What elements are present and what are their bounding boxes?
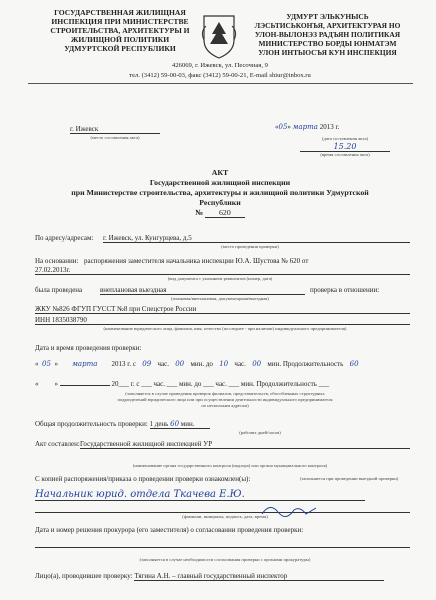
act-number <box>180 208 260 218</box>
act-time-caption: (время составления акта) <box>320 152 370 157</box>
datetime-caption-1: (заполняется в случае проведения проверок филиалов, представительств, обособленных структурных <box>125 391 325 396</box>
row2-duration-label: Продолжительность <box>256 380 317 388</box>
inspector-value: Тягина А.Н. – главный государственный инспектор <box>134 572 384 581</box>
prosecutor-line <box>35 547 410 548</box>
conducted-caption: (плановая/внеплановая, документарная/выездная) <box>171 296 269 301</box>
basis-value: распоряжения заместителя начальника инспекции Ю.А. Шустова № 620 от <box>84 257 309 265</box>
row1-month: марта <box>72 360 98 368</box>
row2-to-word: до <box>194 380 202 388</box>
act-number-label: № <box>195 208 203 217</box>
title-line-3: Республики <box>199 198 241 207</box>
datetime-label: Дата и время проведения проверки: <box>35 344 142 352</box>
agency-line: ЛЭСЬТИСЬКОНЪЯ, АРХИТЕКТУРАЯ НО <box>254 21 401 30</box>
act-time: 15.20 <box>300 142 390 152</box>
compiled-value: Государственной жилищной инспекцией УР <box>80 440 410 449</box>
place-city: г. Ижевск <box>70 125 160 134</box>
agency-name-ru <box>40 8 200 53</box>
row1-year: 13 <box>118 360 126 368</box>
signature-icon <box>260 500 320 520</box>
total-value-min: 60 <box>170 420 180 428</box>
act-date-year: 13 <box>326 123 334 131</box>
row2-year-suffix: г. <box>130 380 135 388</box>
act-date-year-prefix: 20 <box>319 123 327 131</box>
row1-hour-to: 10 <box>219 360 229 368</box>
agency-line: ГОСУДАРСТВЕННАЯ ЖИЛИЩНАЯ <box>54 8 186 17</box>
prosecutor-caption: (заполняется в случае необходимости согласования проверки с органами прокуратуры) <box>139 557 311 562</box>
datetime-row-2: « » 20___ г. с ___ час. ___ мин. до ___ час. ___ мин. Продолжительность ___ <box>35 380 330 388</box>
agency-line: ИНСПЕКЦИЯ ПРИ МИНИСТЕРСТВЕ <box>51 17 189 26</box>
acquainted-label-caption: (заполняется при проведении выездной проверки) <box>300 476 399 481</box>
row1-year-suffix: г. <box>127 360 132 368</box>
agency-line: УЛОН ИНТЫОСЪЯ КУН ИНСПЕКЦИЯ <box>258 48 397 57</box>
address-label: По адресу/адресам: <box>35 234 94 242</box>
basis-label: На основании: <box>35 257 79 265</box>
coat-of-arms-icon <box>198 12 240 60</box>
row1-min-word-2: мин. <box>267 360 282 368</box>
total-duration <box>35 420 210 429</box>
row2-hour-word-2: час. <box>215 380 227 388</box>
acquainted-label: С копией распоряжения/приказа о проведении проверки ознакомлен(ы): <box>35 475 251 483</box>
row1-min-word: мин. <box>190 360 205 368</box>
conducted-label: была проведена <box>35 286 83 294</box>
conducted-value: внеплановая выездная <box>100 286 305 295</box>
agency-line: ЖИЛИЩНОЙ ПОЛИТИКИ <box>70 35 170 44</box>
entity-name: ЖКУ №826 ФГУП ГУССТ №8 при Спецстрое России <box>35 305 410 314</box>
row2-year-prefix: 20 <box>111 380 119 388</box>
agency-address: 426069, г. Ижевск, ул. Песочная, 9 <box>172 62 268 69</box>
act-number-value: 620 <box>205 208 245 218</box>
title-line-2: при Министерстве строительства, архитектуры и жилищной политики Удмуртской <box>71 188 369 197</box>
row1-duration-label: Продолжительность <box>282 360 344 368</box>
row1-hour-from: 09 <box>142 360 152 368</box>
row2-from-word: с <box>136 380 140 388</box>
datetime-row-1: « 05 » марта 2013 г. с 09 час. 00 мин. до 10 час. 00 мин. Продолжительность 60 <box>35 360 420 368</box>
act-date-suffix: г. <box>335 123 340 131</box>
acquainted-line <box>35 512 410 513</box>
total-min-word: мин. <box>180 420 195 428</box>
entity-caption: (наименование юридического лица, фамилия, имя, отчество (последнее - при наличии) индивидуального предпринимателя) <box>103 326 347 331</box>
address-caption: (место проведения проверки) <box>221 244 279 249</box>
act-date-month: марта <box>292 123 318 131</box>
row2-hour-word: час. <box>153 380 165 388</box>
row2-month <box>60 385 110 386</box>
agency-name-udm <box>245 12 410 57</box>
total-value-day: 1 день <box>149 420 169 428</box>
row1-year-prefix: 20 <box>111 360 119 368</box>
conducted-tail: проверка в отношении: <box>310 286 380 294</box>
title-line-1: Государственной жилищной инспекции <box>149 178 291 187</box>
compiled-label: Акт составлен: <box>35 440 80 448</box>
row1-duration: 60 <box>349 360 359 368</box>
row1-min-to: 00 <box>252 360 262 368</box>
datetime-caption-2: подразделений юридического лица или при осуществлении деятельности индивидуального предпринимателя <box>117 397 333 402</box>
agency-contacts: тел. (3412) 59-00-03, факс (3412) 59-00-21, E-mail shiur@inbox.ru <box>129 72 311 79</box>
row1-day: 05 <box>42 360 51 368</box>
row2-min-word: мин. <box>178 380 193 388</box>
basis-date: 27.02.2013г. <box>35 266 410 275</box>
entity-inn: ИНН 1835038790 <box>35 316 410 325</box>
agency-line: СТРОИТЕЛЬСТВА, АРХИТЕКТУРЫ И <box>50 26 190 35</box>
row1-hour-word-2: час. <box>234 360 246 368</box>
agency-line: УДМУРТСКОЙ РЕСПУБЛИКИ <box>64 44 176 53</box>
agency-line: УЛОН-ВЫЛОНЭЗ РАДЪЯН ПОЛИТИКАЯ <box>254 30 401 39</box>
row2-min-word-2: мин. <box>240 380 255 388</box>
row1-to-word: до <box>205 360 213 368</box>
total-caption: (рабочих дней/часов) <box>239 430 281 435</box>
row1-hour-word: час. <box>157 360 169 368</box>
act-date-day: 05 <box>278 123 288 131</box>
act-date: «05» марта 2013 г. <box>275 123 340 131</box>
acquainted-hand-value: Начальник юрид. отдела Ткачева Е.Ю. <box>35 489 365 501</box>
total-value <box>150 420 210 429</box>
address-value: г. Ижевск, ул. Кунгурцева, д.5 <box>103 234 410 243</box>
row1-from-word: с <box>132 360 136 368</box>
place-caption: (место составления акта) <box>90 135 140 140</box>
acquainted-caption: (фамилии, инициалы, подпись, дата, время) <box>182 514 268 519</box>
agency-line: УДМУРТ ЭЛЬКУНЫСЬ <box>286 12 369 21</box>
compiled-caption: (наименование органа государственного контроля (надзора) или органа муниципального контроля) <box>132 463 328 468</box>
header-divider <box>28 83 413 84</box>
inspector-label: Лицо(а), проводившее проверку: <box>35 572 133 580</box>
act-title: АКТ <box>211 168 229 177</box>
prosecutor-label: Дата и номер решения прокурора (его заместителя) о согласовании проведения проверки: <box>35 526 304 534</box>
datetime-caption-3: по нескольким адресам) <box>201 403 249 408</box>
basis-caption: (вид документа с указанием реквизитов (номер, дата) <box>167 276 273 281</box>
total-label: Общая продолжительность проверки: <box>35 420 148 428</box>
row1-min-from: 00 <box>175 360 185 368</box>
act-date-caption: (дата составления акта) <box>321 136 369 141</box>
inspector-row <box>35 572 415 581</box>
agency-line: МИНИСТЕРСТВО БОРДЫ ЮНМАТЭМ <box>258 39 397 48</box>
